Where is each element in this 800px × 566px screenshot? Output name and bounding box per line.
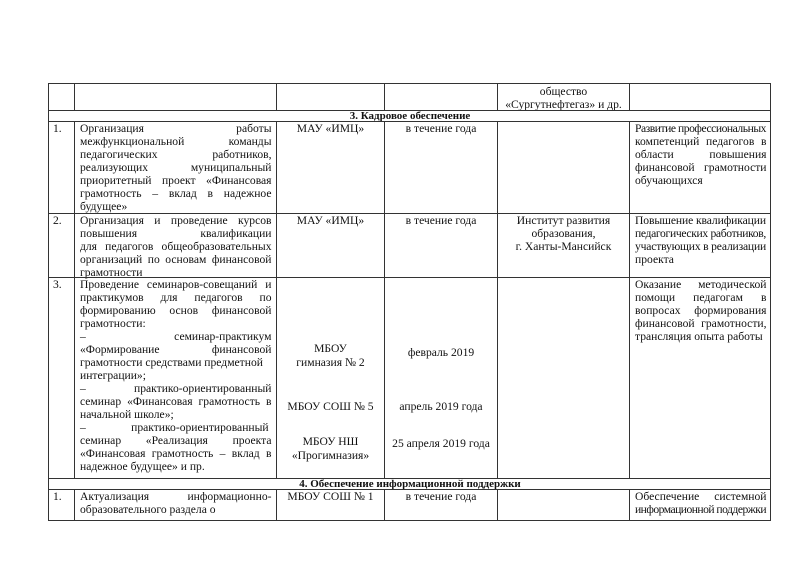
description-line: будущее»	[80, 200, 128, 213]
row-number-cell	[48, 121, 74, 213]
result-line: финансовой грамотности,	[635, 317, 767, 330]
result-cell	[629, 277, 771, 478]
description-line: начальной школе»;	[80, 408, 174, 421]
result-line: участвующих в реализации	[635, 240, 766, 253]
term-text: апрель 2019 года	[399, 400, 483, 413]
term-text: февраль 2019	[407, 346, 475, 359]
executor-text: МБОУ	[314, 342, 347, 355]
result-line: Повышение квалификации	[635, 214, 766, 227]
result-line: педагогических работников,	[635, 227, 766, 240]
description-line: межфункциональной команды	[80, 135, 272, 148]
description-line: – практико-ориентированный	[80, 421, 269, 434]
description-line: грамотности:	[80, 317, 146, 330]
description-line: «Финансовая грамотность – вклад в	[80, 447, 272, 460]
term-text: в течение года	[405, 490, 477, 503]
description-line: семинар «Финансовая грамотность в	[80, 395, 272, 408]
table-cell	[629, 83, 771, 110]
section-title: 4. Обеспечение информационной поддержки	[299, 478, 521, 490]
partner-cell	[497, 213, 629, 277]
executor-text: МБОУ СОШ № 1	[287, 490, 374, 503]
description-line: «Формирование финансовой	[80, 343, 272, 356]
description-line: формированию основ финансовой	[80, 304, 272, 317]
description-cell	[74, 121, 276, 213]
description-cell	[74, 489, 276, 521]
row-number: 2.	[53, 214, 62, 227]
term-cell	[384, 277, 497, 478]
result-line: Развитие профессиональных	[635, 122, 766, 135]
description-cell	[74, 213, 276, 277]
result-line: компетенций педагогов в	[635, 135, 767, 148]
executor-cell	[276, 213, 384, 277]
description-line: Актуализация информационно-	[80, 490, 272, 503]
section-title: 3. Кадровое обеспечение	[349, 110, 471, 122]
partner-text: образования,	[531, 227, 596, 240]
result-cell	[629, 489, 771, 521]
result-line: обучающихся	[635, 174, 703, 187]
description-line: повышения квалификации	[80, 227, 272, 240]
row-number-cell	[48, 489, 74, 521]
term-text: в течение года	[405, 122, 477, 135]
description-line: надежное будущее» и пр.	[80, 460, 205, 473]
result-cell	[629, 213, 771, 277]
table-cell	[384, 83, 497, 110]
table-cell	[48, 83, 74, 110]
description-line: организаций по основам финансовой	[80, 253, 272, 266]
table-cell	[74, 83, 276, 110]
result-line: области повышения	[635, 148, 767, 161]
partner-cell	[497, 121, 629, 213]
partner-text: «Сургутнефтегаз» и др.	[505, 98, 622, 111]
partner-cell	[497, 489, 629, 521]
description-line: педагогических работников,	[80, 148, 272, 161]
section-header-4	[48, 478, 771, 489]
description-line: грамотность – вклад в надежное	[80, 187, 272, 200]
result-line: Оказание методической	[635, 278, 767, 291]
executor-text: гимназия № 2	[296, 356, 365, 369]
executor-cell	[276, 489, 384, 521]
result-line: Обеспечение системной	[635, 490, 767, 503]
result-line: помощи педагогам в	[635, 291, 767, 304]
row-number-cell	[48, 277, 74, 478]
partner-cell	[497, 277, 629, 478]
description-line: приоритетный проект «Финансовая	[80, 174, 272, 187]
term-cell	[384, 121, 497, 213]
partner-text: общество	[539, 85, 588, 98]
description-line: грамотности	[80, 266, 143, 279]
partner-text: Институт развития	[516, 214, 611, 227]
description-line: грамотности средствами предметной	[80, 356, 263, 369]
row-number: 3.	[53, 278, 62, 291]
result-line: финансовой грамотности	[635, 161, 767, 174]
row-number: 1.	[53, 122, 62, 135]
term-text: в течение года	[405, 214, 477, 227]
description-line: практикумов для педагогов по	[80, 291, 272, 304]
executor-cell	[276, 277, 384, 478]
executor-text: МАУ «ИМЦ»	[296, 214, 365, 227]
description-line: – практико-ориентированный	[80, 382, 272, 395]
result-cell	[629, 121, 771, 213]
executor-text: МБОУ НШ	[302, 435, 359, 448]
row-number: 1.	[53, 490, 62, 503]
executor-cell	[276, 121, 384, 213]
table-cell	[276, 83, 384, 110]
result-line: вопросах формирования	[635, 304, 767, 317]
description-line: реализующих муниципальный	[80, 161, 272, 174]
result-line: трансляция опыта работы	[635, 330, 763, 343]
term-text: 25 апреля 2019 года	[392, 437, 490, 450]
description-line: Организация работы	[80, 122, 272, 135]
result-line: информационной поддержки	[635, 503, 766, 516]
result-line: проекта	[635, 253, 674, 266]
description-line: интеграции»;	[80, 369, 146, 382]
executor-text: МАУ «ИМЦ»	[296, 122, 365, 135]
table-cell	[497, 83, 629, 110]
row-number-cell	[48, 213, 74, 277]
partner-text: г. Ханты-Мансийск	[515, 240, 612, 253]
description-line: для педагогов общеобразовательных	[80, 240, 272, 253]
executor-text: «Прогимназия»	[291, 449, 370, 462]
description-line: семинар «Реализация проекта	[80, 434, 272, 447]
description-cell	[74, 277, 276, 478]
description-line: Организация и проведение курсов	[80, 214, 272, 227]
term-cell	[384, 489, 497, 521]
description-line: образовательного раздела о	[80, 503, 216, 516]
description-line: – семинар-практикум	[80, 330, 272, 343]
description-line: Проведение семинаров-совещаний и	[80, 278, 272, 291]
term-cell	[384, 213, 497, 277]
section-header-3	[48, 110, 771, 121]
executor-text: МБОУ СОШ № 5	[287, 400, 374, 413]
